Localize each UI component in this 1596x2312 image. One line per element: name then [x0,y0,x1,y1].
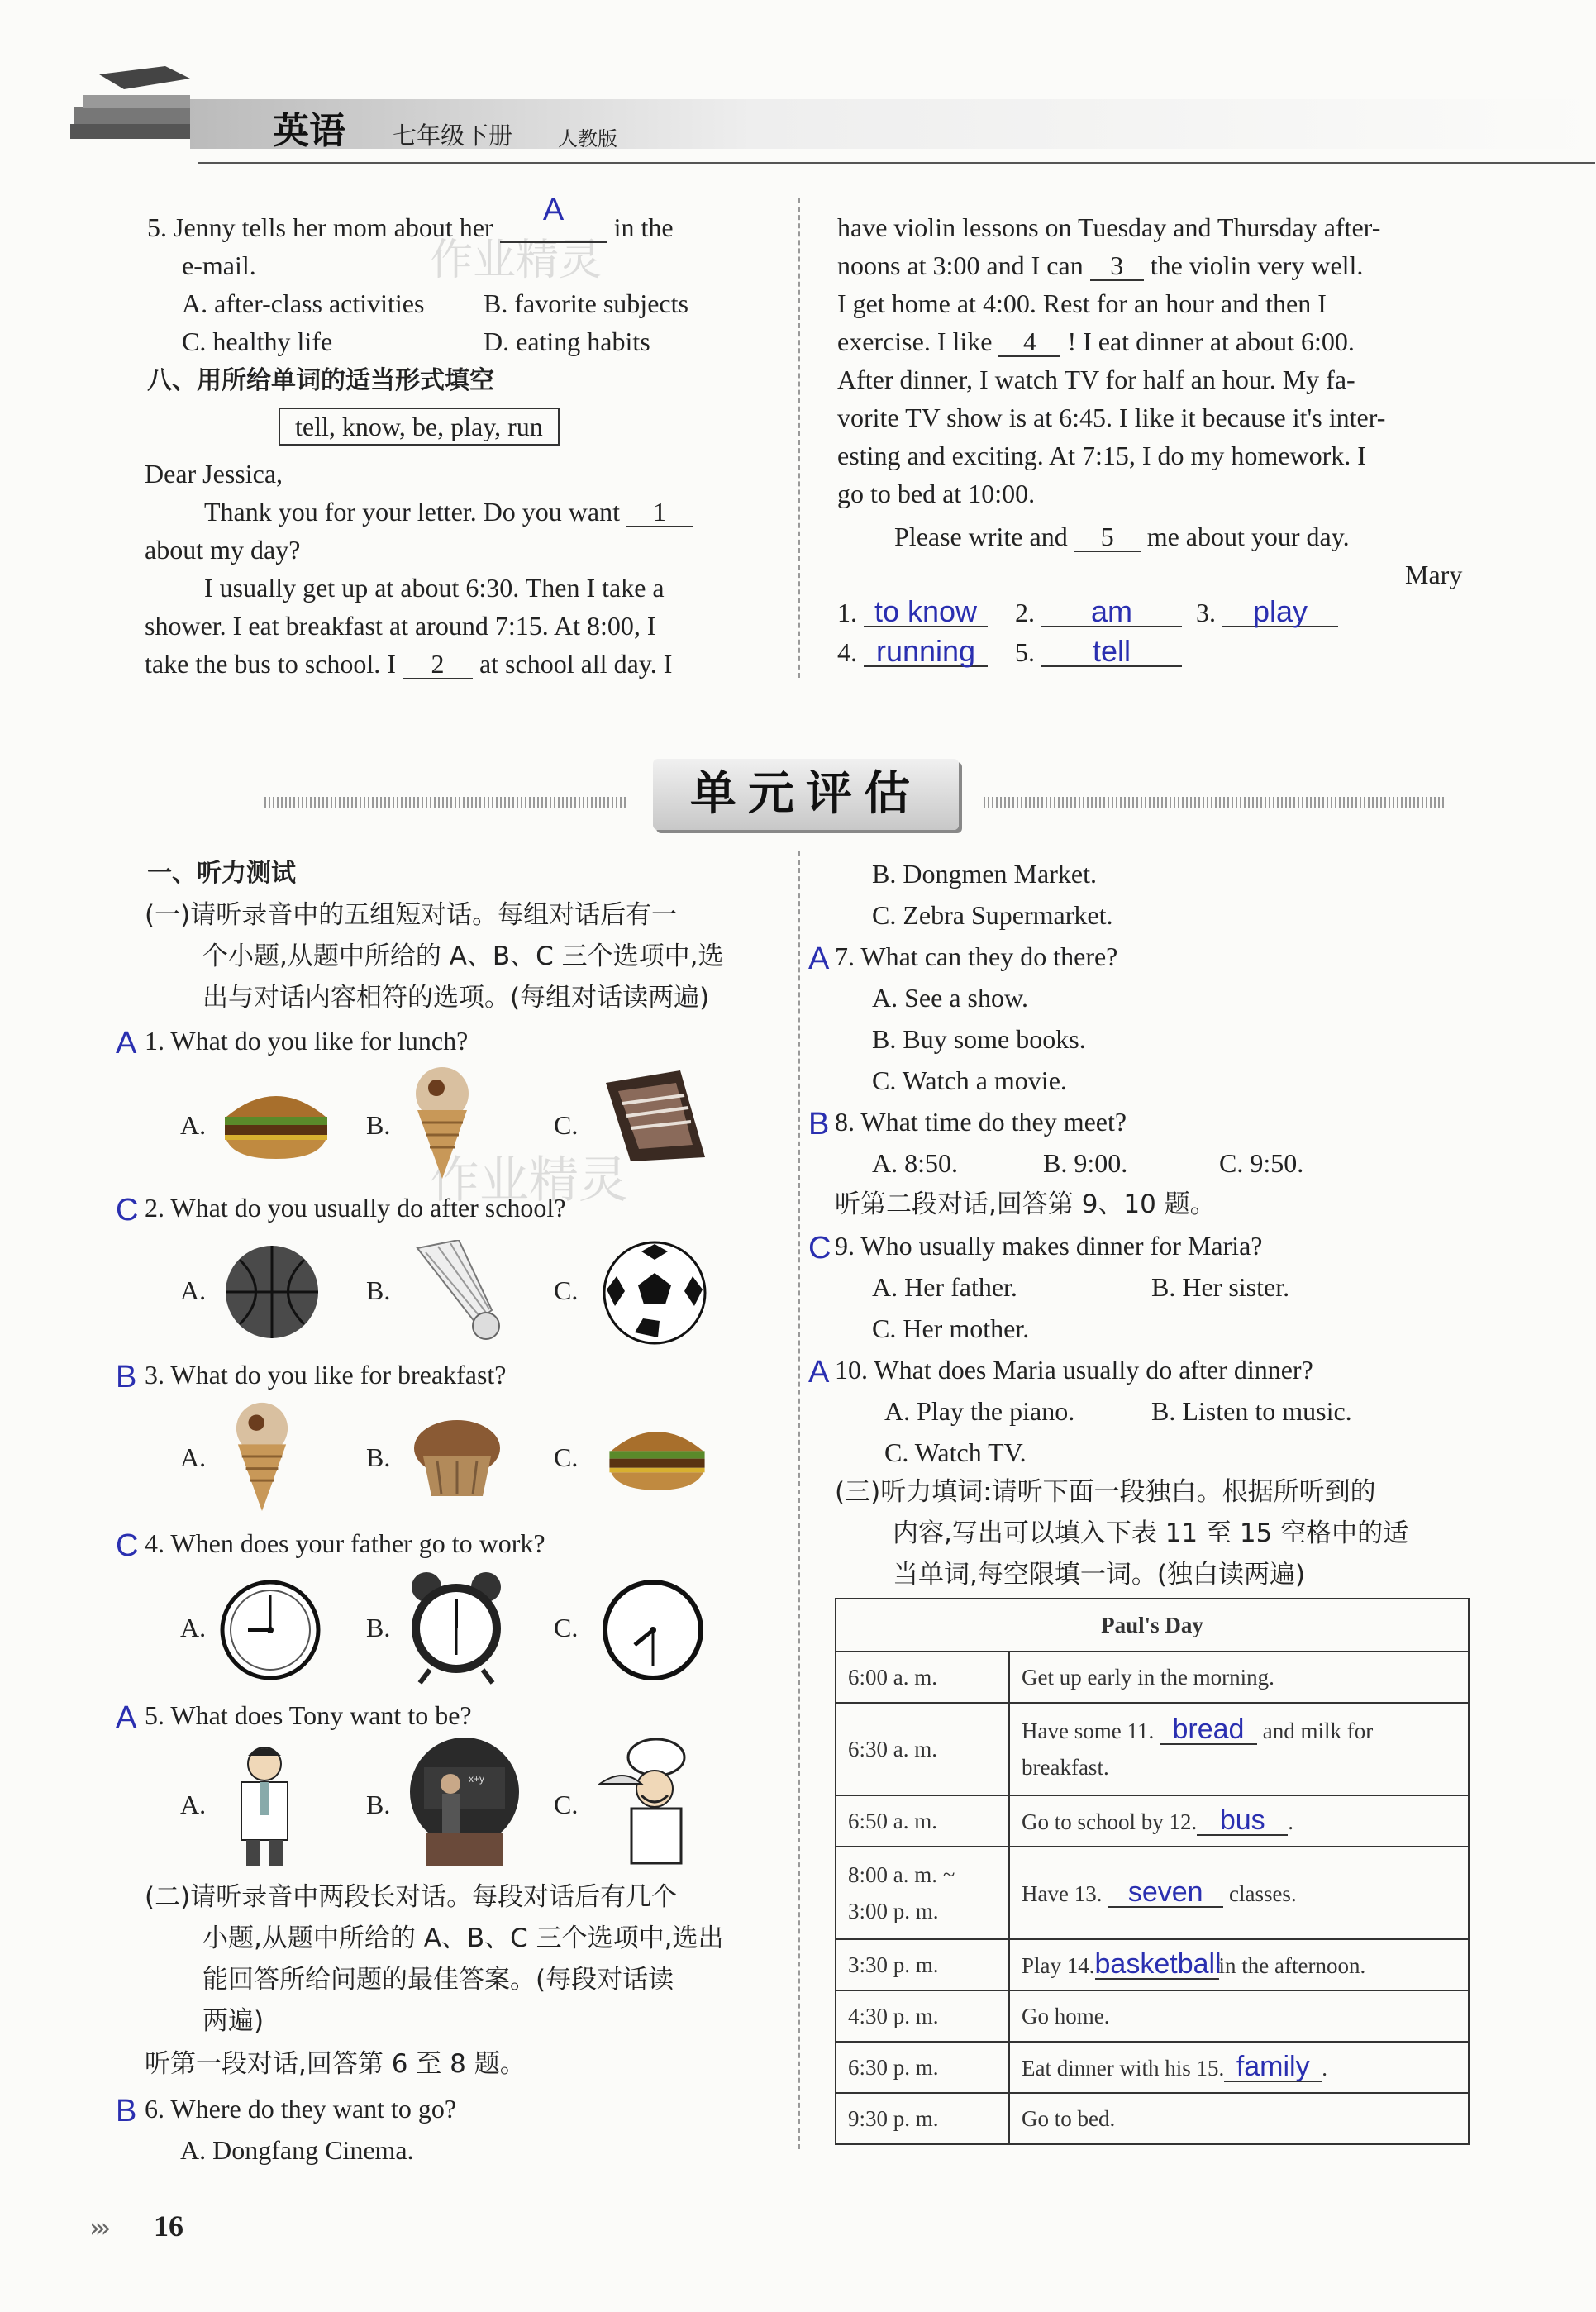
q2-option-a: A. [180,1275,207,1305]
answer-11: bread [1160,1715,1257,1745]
letter-r9: Please write and 5 me about your day. [894,522,1350,551]
letter-line5: take the bus to school. I 2 at school all day. I [145,649,673,679]
q2-option-c: C. [554,1275,579,1305]
listening-p3-line1: (三)听力填词:请听下面一段独白。根据所听到的 [835,1477,1376,1507]
q6-option-a: A. Dongfang Cinema. [180,2135,414,2165]
q4-option-c: C. [554,1613,579,1642]
q7-option-a: A. See a show. [872,983,1028,1013]
letter-line3: I usually get up at about 6:30. Then I take a [204,573,665,603]
teacher-icon [409,1734,520,1872]
q3-option-b: B. [366,1442,391,1472]
q1-line: 1. What do you like for lunch? [145,1026,469,1056]
header-edition: 人教版 [558,127,617,150]
letter-r5: After dinner, I watch TV for half an hour. My fa- [837,365,1355,394]
clock-icon [219,1579,322,1685]
table-row: 3:30 p. m. Play 14.basketballin the afternoon. [836,1939,1469,1990]
blank-2: 2 [403,650,473,679]
page-number: 16 [154,2210,183,2243]
table-row: 9:30 p. m. Go to bed. [836,2093,1469,2144]
q9-option-a: A. Her father. [872,1272,1017,1302]
q8-handwritten-answer: B [808,1107,830,1142]
q6-line: 6. Where do they want to go? [145,2094,457,2124]
listening-p1-line3: 出与对话内容相符的选项。(每组对话读两遍) [202,983,710,1013]
q5-number: 5. [147,212,167,242]
unit-title-rule-right [984,797,1446,808]
q3-option-a: A. [180,1442,207,1472]
table-row: 6:00 a. m. Get up early in the morning. [836,1652,1469,1703]
header-line [198,162,1595,164]
q5-listen-line: 5. What does Tony want to be? [145,1700,472,1730]
letter-line1: Thank you for your letter. Do you want 1 [204,493,693,531]
letter-r3: I get home at 4:00. Rest for an hour and then I [837,288,1327,318]
listening-p3-line2: 内容,写出可以填入下表 11 至 15 空格中的适 [893,1518,1409,1548]
q1-handwritten-answer: A [116,1026,137,1061]
q7-handwritten-answer: A [808,941,830,976]
header-books-icon [66,58,207,149]
q3-line: 3. What do you like for breakfast? [145,1360,507,1390]
answer-5: 5. tell [1015,633,1182,671]
q7-line: 7. What can they do there? [835,941,1118,971]
q5-line2: e-mail. [182,250,256,280]
q5-option-c: C. healthy life [182,327,333,356]
q8-option-b: B. 9:00. [1043,1148,1128,1178]
letter-signature: Mary [1405,560,1463,589]
chef-icon [598,1734,701,1872]
q9-option-c: C. Her mother. [872,1313,1030,1343]
pauls-day-table [835,1598,1470,2145]
q5-option-b: B. [366,1790,391,1819]
q5-tail: in the [613,212,674,242]
answer-15: family [1224,2052,1322,2082]
q2-handwritten-answer: C [116,1193,139,1228]
column-divider [798,198,800,678]
q3-handwritten-answer: B [116,1360,137,1394]
shuttlecock-icon [413,1240,504,1347]
q5-option-b: B. favorite subjects [484,288,688,318]
listening-p2-line2: 小题,从题中所给的 A、B、C 三个选项中,选出 [202,1923,724,1953]
alarm-clock-icon [405,1569,507,1689]
unit-title: 单元评估 [690,767,922,821]
answer-13: seven [1108,1878,1223,1908]
blank-1: 1 [626,498,693,527]
svg-text:x+y: x+y [469,1773,485,1785]
cake-icon [602,1066,709,1170]
page-chevrons-icon: ››› [89,2212,107,2243]
table-title: Paul's Day [836,1599,1469,1652]
q5-handwritten-answer: A [116,1700,137,1735]
q8-option-a: A. 8:50. [872,1148,958,1178]
listening-p2-line3: 能回答所给问题的最佳答案。(每段对话读 [202,1965,674,1995]
listening-p1-line1: (一)请听录音中的五组短对话。每组对话后有一 [145,900,678,930]
q9-line: 9. Who usually makes dinner for Maria? [835,1231,1263,1261]
letter-r1: have violin lessons on Tuesday and Thursday after- [837,212,1381,242]
q6-option-b: B. Dongmen Market. [872,859,1097,889]
q4-option-a: A. [180,1613,207,1642]
answer-1: 1. to know [837,593,988,632]
q1-option-c: C. [554,1110,579,1140]
q10-option-c: C. Watch TV. [884,1437,1027,1467]
dialogue2-instruction: 听第二段对话,回答第 9、10 题。 [835,1189,1216,1219]
q4-option-b: B. [366,1613,391,1642]
listening-p2-line4: 两遍) [202,2006,264,2036]
section8-title: 八、用所给单词的适当形式填空 [147,366,494,395]
q10-option-b: B. Listen to music. [1151,1396,1352,1426]
q5-option-a: A. [180,1790,207,1819]
header-subject: 英语 [273,110,345,152]
unit-title-rule-left [264,797,628,808]
ice-cream-icon [225,1400,299,1517]
letter-r6: vorite TV show is at 6:45. I like it because it's inter- [837,403,1386,432]
letter-line2: about my day? [145,535,301,565]
basketball-icon [223,1243,321,1345]
q8-line: 8. What time do they meet? [835,1107,1127,1137]
q5-blank [500,193,607,243]
q7-option-b: B. Buy some books. [872,1024,1086,1054]
q10-line: 10. What does Maria usually do after dinner? [835,1355,1313,1385]
soccer-ball-icon [602,1240,707,1350]
table-row: 8:00 a. m. ~ 3:00 p. m. Have 13. seven classes. [836,1847,1469,1939]
q5-line [147,193,674,246]
blank-5: 5 [1074,522,1141,552]
muffin-icon [408,1415,506,1502]
hamburger-icon [218,1080,334,1166]
q4-line: 4. When does your father go to work? [145,1528,545,1558]
blank-4: 4 [998,327,1060,357]
dialogue1-instruction: 听第一段对话,回答第 6 至 8 题。 [145,2049,526,2079]
q5-answer: A [542,193,565,227]
letter-r8: go to bed at 10:00. [837,479,1036,508]
watermark: 作业精灵 [430,1151,628,1209]
listening-p2-line1: (二)请听录音中两段长对话。每段对话后有几个 [145,1882,678,1912]
table-row: 6:30 a. m. Have some 11. bread and milk for breakfast. [836,1703,1469,1795]
letter-r2: noons at 3:00 and I can 3 the violin very well. [837,250,1364,280]
q10-handwritten-answer: A [808,1355,830,1390]
word-box: tell, know, be, play, run [279,408,560,446]
q5-option-a: A. after-class activities [182,288,425,318]
q7-option-c: C. Watch a movie. [872,1065,1067,1095]
q10-option-a: A. Play the piano. [884,1396,1075,1426]
letter-r7: esting and exciting. At 7:15, I do my homework. I [837,441,1366,470]
q8-option-c: C. 9:50. [1219,1148,1304,1178]
letter-r4: exercise. I like 4 ! I eat dinner at about 6:00. [837,327,1355,356]
table-row: 6:30 p. m. Eat dinner with his 15. family . [836,2042,1469,2093]
blank-3: 3 [1090,251,1144,281]
ice-cream-icon [405,1065,479,1185]
header-grade: 七年级下册 [393,122,513,150]
q2-line: 2. What do you usually do after school? [145,1193,566,1223]
doctor-icon [225,1741,304,1872]
q2-option-b: B. [366,1275,391,1305]
listening-title: 一、听力测试 [147,859,296,888]
q5-text: Jenny tells her mom about her [174,212,493,242]
answer-12: bus [1197,1806,1288,1836]
q9-handwritten-answer: C [808,1231,831,1266]
q1-option-b: B. [366,1110,391,1140]
q4-handwritten-answer: C [116,1528,139,1563]
q5-option-d: D. eating habits [484,327,650,356]
watermark: 作业精灵 [430,236,603,285]
listening-p3-line3: 当单词,每空限填一词。(独白读两遍) [893,1560,1306,1590]
q1-option-a: A. [180,1110,207,1140]
hamburger-icon [603,1413,711,1500]
letter-greeting: Dear Jessica, [145,459,283,489]
q6-handwritten-answer: B [116,2094,137,2128]
q9-option-b: B. Her sister. [1151,1272,1290,1302]
clock-icon [602,1579,704,1685]
listening-p1-line2: 个小题,从题中所给的 A、B、C 三个选项中,选 [202,941,724,971]
q3-option-c: C. [554,1442,579,1472]
answer-2: 2. am [1015,593,1182,632]
q5-option-c: C. [554,1790,579,1819]
table-row: 4:30 p. m. Go home. [836,1990,1469,2042]
table-row: 6:50 a. m. Go to school by 12. bus . [836,1795,1469,1847]
answer-4: 4. running [837,633,988,671]
letter-line4: shower. I eat breakfast at around 7:15. At 8:00, I [145,611,656,641]
column-divider [798,851,800,2149]
answer-3: 3. play [1196,593,1338,632]
answer-14: basketball [1094,1948,1222,1980]
q6-option-c: C. Zebra Supermarket. [872,900,1113,930]
